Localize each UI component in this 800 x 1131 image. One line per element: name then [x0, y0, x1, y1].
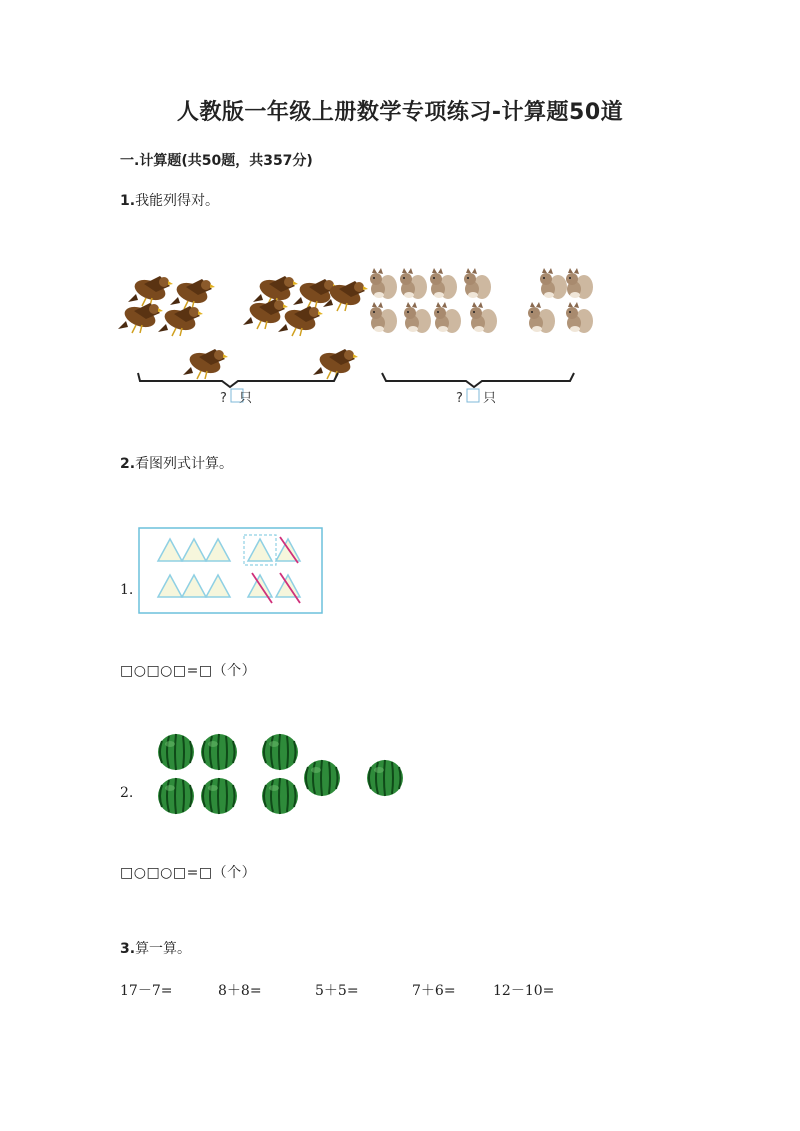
- formula-2: □○□○□=□（个）: [120, 865, 257, 881]
- page-title: 人教版一年级上册数学专项练习-计算题50道: [176, 100, 624, 125]
- question-number: 3.: [120, 941, 136, 957]
- brace-right: [382, 373, 574, 387]
- question-number: 1.: [120, 193, 136, 209]
- question-text: 算一算。: [135, 941, 192, 957]
- calc-item-2: 8＋8=: [218, 983, 262, 999]
- brace-right-question: ?: [456, 391, 463, 406]
- part-1-label: 1.: [120, 582, 134, 598]
- eagle-group-left: [118, 276, 228, 379]
- brace-left: [138, 373, 338, 387]
- formula-1: □○□○□=□（个）: [120, 663, 257, 679]
- triangle-row-bottom: [158, 575, 300, 597]
- question-text: 我能列得对。: [135, 193, 220, 209]
- squirrel-group-b: [528, 268, 593, 333]
- calc-item-1: 17－7=: [120, 983, 173, 999]
- calc-item-3: 5＋5=: [315, 983, 359, 999]
- watermelons-figure: [150, 730, 410, 820]
- brace-right-unit: 只: [483, 391, 497, 406]
- part-2-label: 2.: [120, 785, 134, 801]
- brace-left-question: ?: [220, 391, 227, 406]
- triangles-figure: [138, 527, 324, 615]
- brace-left-unit: 只: [239, 391, 253, 406]
- section-heading: 一.计算题(共50题，共357分): [120, 153, 313, 169]
- question-1: [120, 190, 219, 210]
- eagle-group-middle: [243, 276, 368, 379]
- question-3: [120, 938, 191, 958]
- calc-item-5: 12－10=: [493, 983, 555, 999]
- birds-squirrels-figure: [0, 255, 800, 415]
- triangle-row-top: [158, 539, 300, 561]
- question-2: [120, 453, 233, 473]
- squirrel-group-a: [370, 268, 497, 333]
- question-text: 看图列式计算。: [135, 456, 234, 472]
- question-number: 2.: [120, 456, 136, 472]
- calc-item-4: 7＋6=: [412, 983, 456, 999]
